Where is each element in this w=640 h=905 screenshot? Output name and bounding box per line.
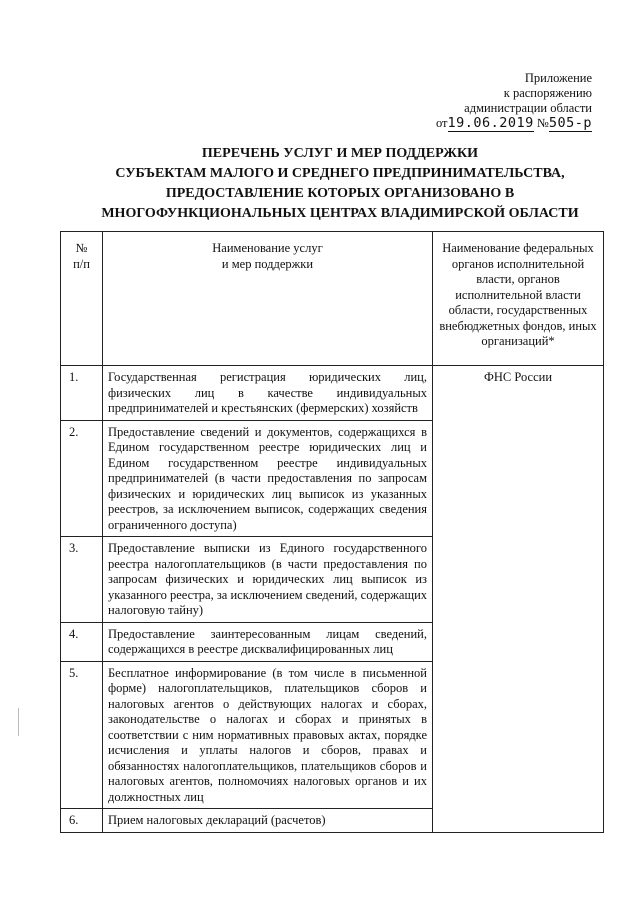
row-number: 4.	[61, 622, 103, 661]
title-line-1: ПЕРЕЧЕНЬ УСЛУГ И МЕР ПОДДЕРЖКИ	[201, 146, 479, 161]
row-organization: ФНС России	[433, 366, 604, 833]
row-number: 3.	[61, 537, 103, 623]
row-service: Предоставление сведений и документов, содержащихся в Едином государственном реестре юридических лиц и Едином государственном реестре индивидуальных предпринимателей (в части предоставления по запросам физических и юридических лиц выписок из указанных реестров, за исключением выписок, содержащих сведения ограниченного доступа)	[103, 420, 433, 537]
row-service: Бесплатное информирование (в том числе в письменной форме) налогоплательщиков, плательщиков сборов и налоговых агентов о действующих налогах и сборах, законодательстве о налогах и сборах и принятых в соответствии с ним нормативных правовых актах, порядке исчисления и уплаты налогов и сборов, правах и обязанностях налогоплательщиков, плательщиков сборов и налоговых агентов, полномочиях налоговых органов и их должностных лиц	[103, 661, 433, 809]
header-organization: Наименование федеральных органов исполнительной власти, органов исполнительной власти области, государственных внебюджетных фондов, иных организаций*	[433, 232, 604, 366]
appendix-issuer: администрации области	[464, 101, 592, 115]
appendix-label: Приложение	[524, 71, 592, 85]
row-number: 2.	[61, 420, 103, 537]
row-service: Предоставление выписки из Единого государственного реестра налогоплательщиков (в части предоставления по запросам физических и юридических лиц выписок из указанного реестра, за исключением сведений, содержащих налоговую тайну)	[103, 537, 433, 623]
order-number: 505-р	[548, 115, 592, 131]
row-service: Прием налоговых деклараций (расчетов)	[103, 809, 433, 833]
row-number: 1.	[61, 366, 103, 421]
table-row	[61, 366, 604, 421]
services-table-container	[60, 231, 603, 833]
table-header-row	[61, 232, 604, 366]
services-table	[60, 231, 604, 833]
title-line-4: МНОГОФУНКЦИОНАЛЬНЫХ ЦЕНТРАХ ВЛАДИМИРСКОЙ ОБЛАСТИ	[101, 206, 579, 221]
row-service: Государственная регистрация юридических лиц, физических лиц в качестве индивидуальных предпринимателей и крестьянских (фермерских) хозяйств	[103, 366, 433, 421]
title-line-2: СУБЪЕКТАМ МАЛОГО И СРЕДНЕГО ПРЕДПРИНИМАТЕЛЬСТВА,	[115, 166, 565, 181]
row-service: Предоставление заинтересованным лицам сведений, содержащихся в реестре дисквалифицированных лиц	[103, 622, 433, 661]
header-number: № п/п	[61, 232, 103, 366]
scan-margin-mark	[18, 708, 19, 736]
date-prefix: от	[435, 116, 448, 130]
order-date-number	[436, 116, 592, 131]
number-prefix: №	[536, 116, 549, 130]
row-number: 6.	[61, 809, 103, 833]
header-service: Наименование услуг и мер поддержки	[103, 232, 433, 366]
document-title	[60, 144, 620, 224]
order-date: 19.06.2019	[447, 115, 534, 131]
title-line-3: ПРЕДОСТАВЛЕНИЕ КОТОРЫХ ОРГАНИЗОВАНО В	[165, 186, 515, 201]
row-number: 5.	[61, 661, 103, 809]
appendix-order-ref: к распоряжению	[503, 86, 592, 100]
appendix-block	[436, 71, 592, 131]
